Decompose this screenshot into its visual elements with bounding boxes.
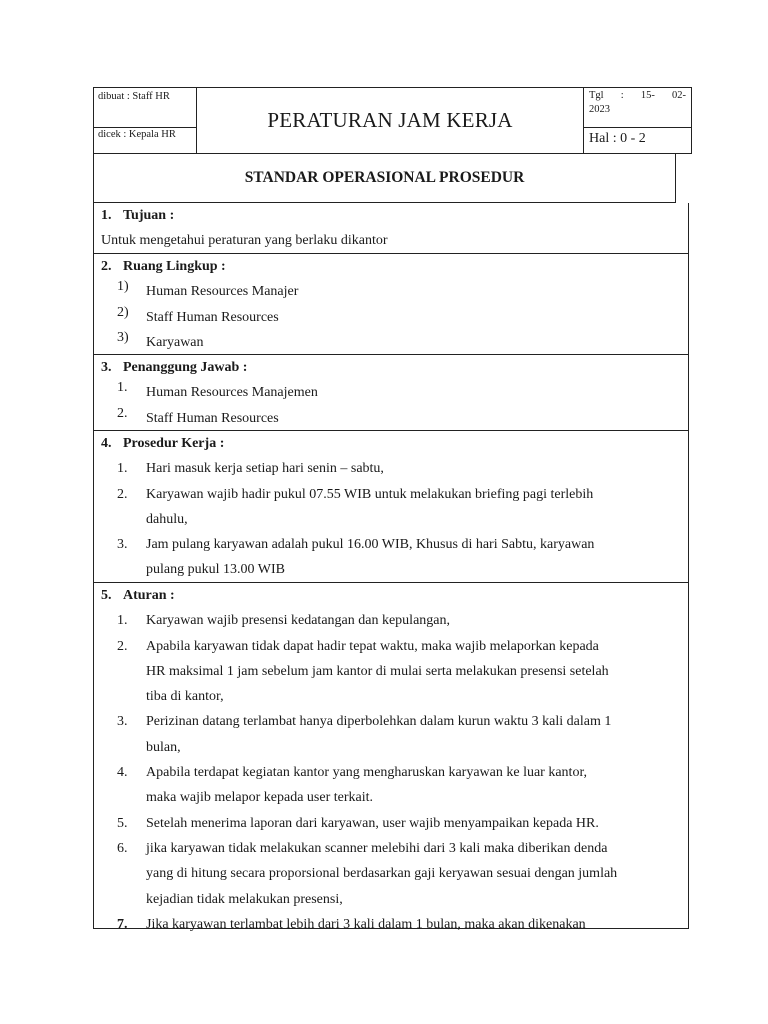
- item-line: Apabila terdapat kegiatan kantor yang mengharuskan karyawan ke luar kantor,: [146, 765, 588, 781]
- item-number: 3.: [117, 537, 128, 553]
- section-number: 2.: [101, 259, 112, 274]
- section-text: Untuk mengetahui peraturan yang berlaku dikantor: [101, 233, 388, 249]
- item-text: [146, 760, 682, 811]
- document-header: [93, 87, 692, 154]
- sop-document: [93, 87, 686, 932]
- list-item: [101, 380, 682, 405]
- item-text: [146, 709, 682, 760]
- list-item: [101, 532, 682, 583]
- tgl-label: Tgl: [589, 90, 604, 101]
- section-ruang-lingkup: [93, 254, 689, 355]
- section-number: 4.: [101, 436, 112, 451]
- item-number: 2.: [117, 405, 128, 421]
- item-number: 6.: [117, 840, 128, 856]
- item-text: [146, 811, 682, 836]
- item-text: [146, 836, 682, 912]
- item-line: Jika karyawan terlambat lebih dari 3 kali dalam 1 bulan, maka akan dikenakan: [146, 916, 586, 932]
- item-line: Karyawan wajib hadir pukul 07.55 WIB untuk melakukan briefing pagi terlebih: [146, 486, 594, 502]
- item-text: Staff Human Resources: [146, 309, 279, 325]
- dibuat-cell: [94, 88, 197, 128]
- tgl-day: 15-: [640, 90, 655, 101]
- tgl-line: [589, 89, 686, 103]
- tgl-cell: [584, 88, 692, 128]
- section-title: Penanggung Jawab :: [123, 360, 248, 375]
- item-line: kejadian tidak melakukan presensi,: [146, 891, 343, 907]
- item-number: 2.: [117, 486, 128, 502]
- tgl-month: 02-: [671, 90, 686, 101]
- item-number: 1.: [117, 380, 128, 396]
- item-number: 3): [117, 329, 129, 345]
- list-item: [101, 811, 682, 836]
- list-item: [101, 330, 682, 355]
- item-line: Apabila karyawan tidak dapat hadir tepat waktu, maka wajib melaporkan kepada: [146, 638, 599, 654]
- list-item: [101, 836, 682, 912]
- document-title: PERATURAN JAM KERJA: [267, 108, 513, 132]
- list-item: [101, 709, 682, 760]
- section-title: Ruang Lingkup :: [123, 259, 226, 274]
- list-item: [101, 482, 682, 533]
- item-text: Human Resources Manajemen: [146, 385, 318, 401]
- item-number: 2): [117, 304, 129, 320]
- section-heading: [101, 583, 682, 608]
- section-title: Prosedur Kerja :: [123, 436, 225, 451]
- dicek-text: dicek : Kepala HR: [98, 129, 176, 140]
- sop-title: STANDAR OPERASIONAL PROSEDUR: [244, 169, 525, 186]
- item-line: bulan,: [146, 739, 181, 755]
- section-tujuan: [93, 203, 689, 254]
- item-line: maka wajib melapor kepada user terkait.: [146, 790, 374, 806]
- section-title: Aturan :: [123, 588, 175, 603]
- section-title: Tujuan :: [123, 208, 175, 223]
- sop-title-row: [93, 154, 676, 203]
- item-text: [146, 912, 682, 937]
- list-item: [101, 912, 682, 937]
- item-number: 4.: [117, 765, 128, 781]
- item-text: [146, 634, 682, 710]
- section-number: 1.: [101, 208, 112, 223]
- section-heading: [101, 355, 682, 380]
- section-heading: [101, 431, 682, 456]
- section-heading: [101, 203, 682, 228]
- item-number: 3.: [117, 714, 128, 730]
- list-item: [101, 305, 682, 330]
- item-number: 1.: [117, 461, 128, 477]
- tgl-colon: :: [620, 90, 624, 101]
- list-item: [101, 279, 682, 304]
- title-cell: [197, 88, 584, 154]
- section-prosedur-kerja: [93, 431, 689, 583]
- item-text: [146, 482, 682, 533]
- item-line: Hari masuk kerja setiap hari senin – sabtu,: [146, 461, 384, 477]
- item-text: [146, 532, 682, 583]
- list-item: [101, 406, 682, 431]
- item-text: [146, 456, 682, 481]
- item-line: Perizinan datang terlambat hanya diperbolehkan dalam kurun waktu 3 kali dalam 1: [146, 714, 612, 730]
- list-item: [101, 456, 682, 481]
- item-text: Karyawan: [146, 334, 204, 350]
- item-line: Jam pulang karyawan adalah pukul 16.00 WIB, Khusus di hari Sabtu, karyawan: [146, 537, 595, 553]
- item-text: [146, 608, 682, 633]
- item-line: dahulu,: [146, 511, 188, 527]
- item-number: 1): [117, 279, 129, 295]
- page-number: Hal : 0 - 2: [589, 131, 646, 146]
- dicek-cell: [94, 128, 197, 154]
- section-heading: [101, 254, 682, 279]
- item-text: Staff Human Resources: [146, 410, 279, 426]
- item-line: tiba di kantor,: [146, 689, 224, 705]
- item-line: yang di hitung secara proporsional berdasarkan gaji keryawan sesuai dengan jumlah: [146, 866, 618, 882]
- hal-cell: [584, 128, 692, 154]
- item-text: Human Resources Manajer: [146, 284, 299, 300]
- item-number: 1.: [117, 613, 128, 629]
- item-number: 5.: [117, 815, 128, 831]
- item-line: jika karyawan tidak melakukan scanner melebihi dari 3 kali maka diberikan denda: [146, 840, 608, 856]
- section-aturan: [93, 583, 689, 932]
- dibuat-text: dibuat : Staff HR: [98, 91, 170, 102]
- section-number: 5.: [101, 588, 112, 603]
- list-item: [101, 634, 682, 710]
- item-line: Setelah menerima laporan dari karyawan, user wajib menyampaikan kepada HR.: [146, 815, 599, 831]
- section-number: 3.: [101, 360, 112, 375]
- item-line: Karyawan wajib presensi kedatangan dan kepulangan,: [146, 613, 450, 629]
- item-line: pulang pukul 13.00 WIB: [146, 562, 285, 578]
- list-item: [101, 760, 682, 811]
- section-penanggung-jawab: [93, 355, 689, 431]
- tgl-year: 2023: [589, 104, 610, 115]
- list-item: [101, 608, 682, 633]
- item-number: 7.: [117, 916, 128, 932]
- item-number: 2.: [117, 638, 128, 654]
- item-line: HR maksimal 1 jam sebelum jam kantor di mulai serta melakukan presensi setelah: [146, 663, 609, 679]
